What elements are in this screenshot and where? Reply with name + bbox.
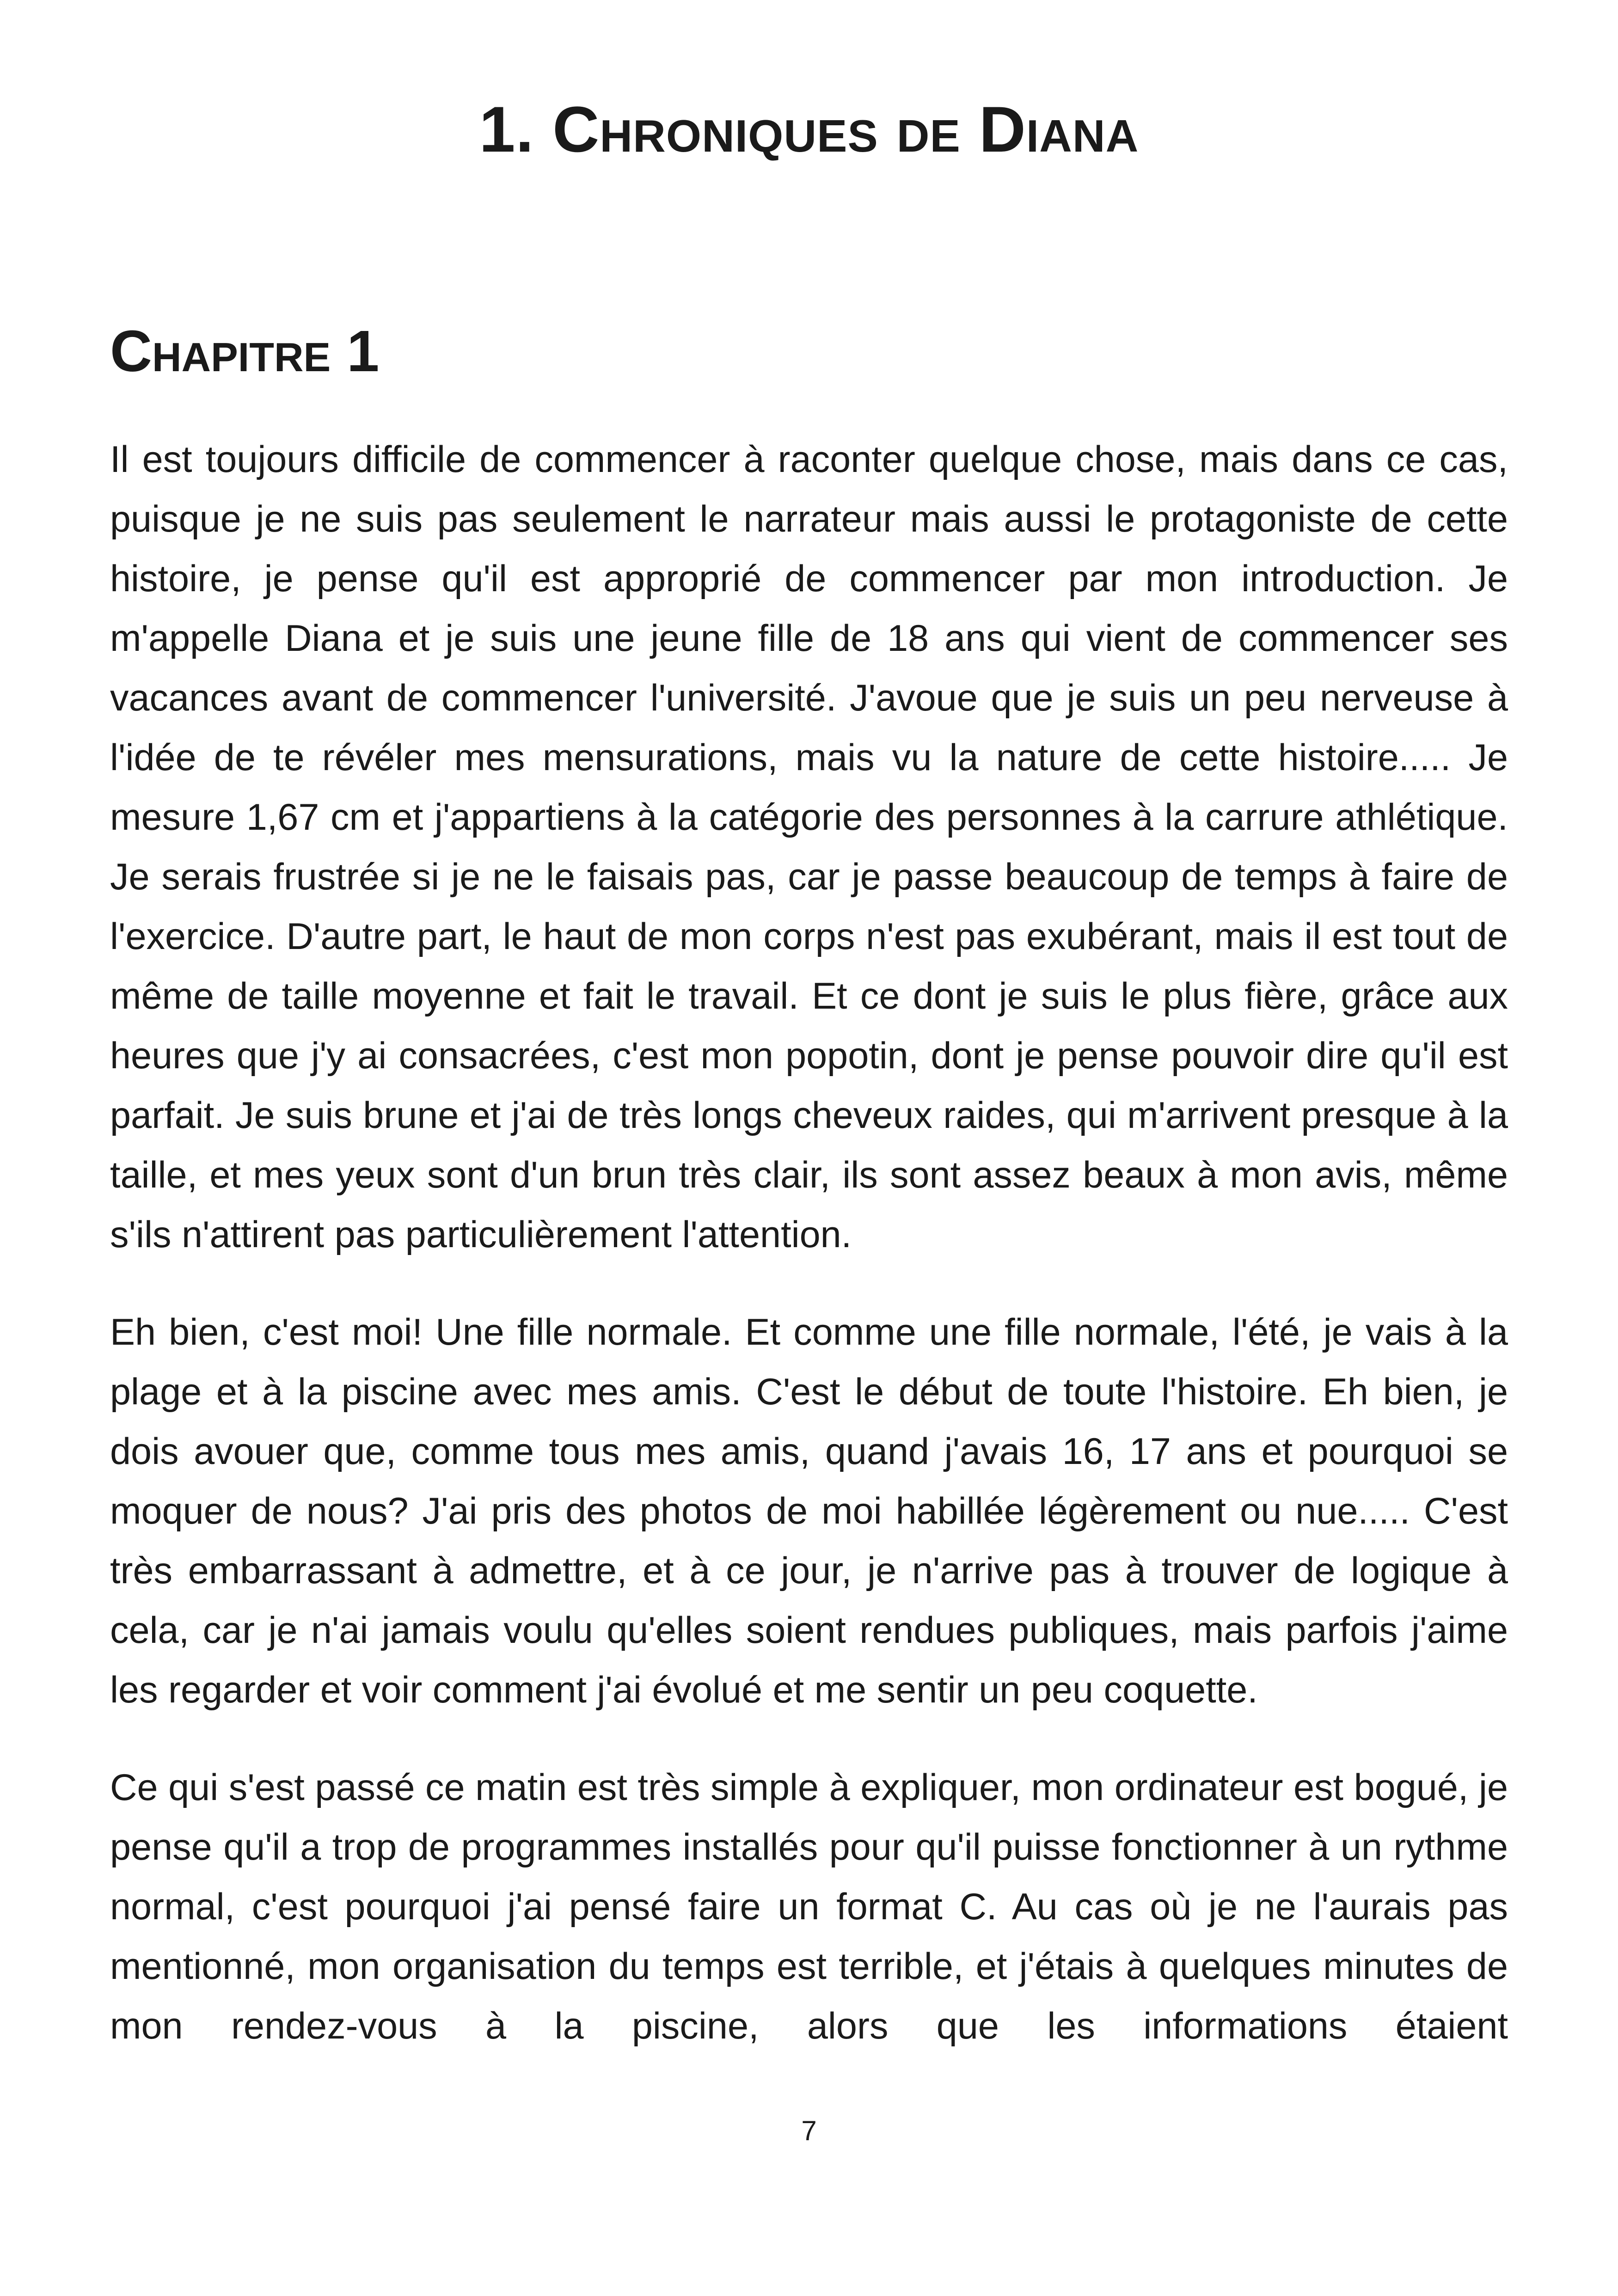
paragraph: Ce qui s'est passé ce matin est très simple à expliquer, mon ordinateur est bogué, je pense qu'il a trop de programmes installés pour qu'il puisse fonctionner à un rythme normal, c'est pourquoi j'ai pensé faire un format C. Au cas où je ne l'aurais pas mentionné, mon organisation du temps est terrible, et j'étais à quelques minutes de mon rendez-vous à la piscine, alors que les informations étaient (110, 1767, 1508, 2047)
chapter-heading: Chapitre 1 (110, 318, 380, 384)
page-number: 7 (801, 2115, 817, 2146)
book-title: 1. Chroniques de Diana (479, 93, 1139, 165)
paragraph: Eh bien, c'est moi! Une fille normale. Et comme une fille normale, l'été, je vais à la plage et à la piscine avec mes amis. C'est le début de toute l'histoire. Eh bien, je dois avouer que, comme tous mes amis, quand j'avais 16, 17 ans et pourquoi se moquer de nous? J'ai pris des photos de moi habillée légèrement ou nue..... C'est très embarrassant à admettre, et à ce jour, je n'arrive pas à trouver de logique à cela, car je n'ai jamais voulu qu'elles soient rendues publiques, mais parfois j'aime les regarder et voir comment j'ai évolué et me sentir un peu coquette. (110, 1311, 1508, 1711)
paragraph: Il est toujours difficile de commencer à raconter quelque chose, mais dans ce cas, puisque je ne suis pas seulement le narrateur mais aussi le protagoniste de cette histoire, je pense qu'il est approprié de commencer par mon introduction. Je m'appelle Diana et je suis une jeune fille de 18 ans qui vient de commencer ses vacances avant de commencer l'université. J'avoue que je suis un peu nerveuse à l'idée de te révéler mes mensurations, mais vu la nature de cette histoire..... Je mesure 1,67 cm et j'appartiens à la catégorie des personnes à la carrure athlétique. Je serais frustrée si je ne le faisais pas, car je passe beaucoup de temps à faire de l'exercice. D'autre part, le haut de mon corps n'est pas exubérant, mais il est tout de même de taille moyenne et fait le travail. Et ce dont je suis le plus fière, grâce aux heures que j'y ai consacrées, c'est mon popotin, dont je pense pouvoir dire qu'il est parfait. Je suis brune et j'ai de très longs cheveux raides, qui m'arrivent presque à la taille, et mes yeux sont d'un brun très clair, ils sont assez beaux à mon avis, même s'ils n'attirent pas particulièrement l'attention. (110, 439, 1508, 1255)
body-text (110, 430, 1508, 2056)
